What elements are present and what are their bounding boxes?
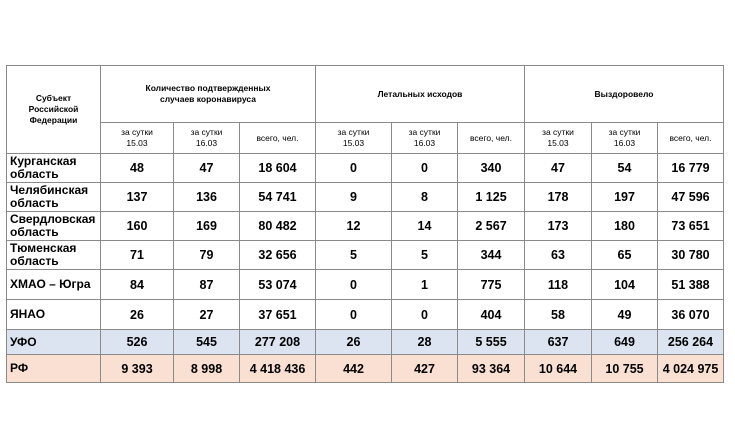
subheader-row [7, 123, 724, 154]
covid-statistics-table [6, 65, 724, 383]
value-cell: 136 [174, 183, 240, 212]
value-cell: 58 [525, 300, 592, 330]
value-cell: 404 [458, 300, 525, 330]
value-cell: 8 [392, 183, 458, 212]
value-cell: 26 [101, 300, 174, 330]
value-cell: 9 [316, 183, 392, 212]
value-cell: 256 264 [658, 330, 724, 355]
table-row-rf-total [7, 355, 724, 383]
value-cell: 0 [316, 270, 392, 300]
value-cell: 277 208 [240, 330, 316, 355]
value-cell: 0 [392, 154, 458, 183]
region-name: ЯНАО [7, 300, 101, 330]
value-cell: 47 596 [658, 183, 724, 212]
region-name: Свердловская область [7, 212, 101, 241]
value-cell: 30 780 [658, 241, 724, 270]
value-cell: 8 998 [174, 355, 240, 383]
value-cell: 0 [392, 300, 458, 330]
value-cell: 442 [316, 355, 392, 383]
value-cell: 118 [525, 270, 592, 300]
value-cell: 47 [174, 154, 240, 183]
deaths-header: Летальных исходов [316, 66, 525, 123]
table-row-kurgan [7, 154, 724, 183]
subheader-total: всего, чел. [240, 123, 316, 154]
value-cell: 2 567 [458, 212, 525, 241]
value-cell: 28 [392, 330, 458, 355]
value-cell: 9 393 [101, 355, 174, 383]
value-cell: 0 [316, 154, 392, 183]
table-row-sverdlovsk [7, 212, 724, 241]
table-row-chelyabinsk [7, 183, 724, 212]
value-cell: 160 [101, 212, 174, 241]
value-cell: 526 [101, 330, 174, 355]
value-cell: 87 [174, 270, 240, 300]
confirmed-cases-header: Количество подтвержденных случаев коронавируса [101, 66, 316, 123]
table-row-ufo-total [7, 330, 724, 355]
value-cell: 5 [316, 241, 392, 270]
subheader-daily-1603: за сутки 16.03 [392, 123, 458, 154]
value-cell: 5 555 [458, 330, 525, 355]
value-cell: 14 [392, 212, 458, 241]
region-name: РФ [7, 355, 101, 383]
value-cell: 84 [101, 270, 174, 300]
value-cell: 53 074 [240, 270, 316, 300]
region-name: Челябинская область [7, 183, 101, 212]
value-cell: 12 [316, 212, 392, 241]
subheader-total: всего, чел. [658, 123, 724, 154]
value-cell: 173 [525, 212, 592, 241]
value-cell: 63 [525, 241, 592, 270]
value-cell: 27 [174, 300, 240, 330]
region-name: Курганская область [7, 154, 101, 183]
value-cell: 197 [592, 183, 658, 212]
value-cell: 47 [525, 154, 592, 183]
recovered-header: Выздоровело [525, 66, 724, 123]
value-cell: 180 [592, 212, 658, 241]
subheader-daily-1503: за сутки 15.03 [316, 123, 392, 154]
value-cell: 344 [458, 241, 525, 270]
value-cell: 10 644 [525, 355, 592, 383]
value-cell: 49 [592, 300, 658, 330]
value-cell: 32 656 [240, 241, 316, 270]
value-cell: 73 651 [658, 212, 724, 241]
value-cell: 340 [458, 154, 525, 183]
value-cell: 54 [592, 154, 658, 183]
value-cell: 104 [592, 270, 658, 300]
value-cell: 5 [392, 241, 458, 270]
value-cell: 80 482 [240, 212, 316, 241]
table-row-khmao [7, 270, 724, 300]
value-cell: 427 [392, 355, 458, 383]
value-cell: 137 [101, 183, 174, 212]
value-cell: 93 364 [458, 355, 525, 383]
group-header-row [7, 66, 724, 123]
subheader-daily-1503: за сутки 15.03 [525, 123, 592, 154]
value-cell: 637 [525, 330, 592, 355]
value-cell: 36 070 [658, 300, 724, 330]
region-name: ХМАО – Югра [7, 270, 101, 300]
value-cell: 18 604 [240, 154, 316, 183]
value-cell: 16 779 [658, 154, 724, 183]
value-cell: 1 125 [458, 183, 525, 212]
value-cell: 51 388 [658, 270, 724, 300]
value-cell: 1 [392, 270, 458, 300]
value-cell: 71 [101, 241, 174, 270]
value-cell: 4 418 436 [240, 355, 316, 383]
region-name: УФО [7, 330, 101, 355]
subject-header: Субъект Российской Федерации [7, 66, 101, 154]
value-cell: 10 755 [592, 355, 658, 383]
value-cell: 54 741 [240, 183, 316, 212]
subheader-daily-1603: за сутки 16.03 [174, 123, 240, 154]
table-row-yanao [7, 300, 724, 330]
value-cell: 4 024 975 [658, 355, 724, 383]
value-cell: 775 [458, 270, 525, 300]
value-cell: 48 [101, 154, 174, 183]
subheader-total: всего, чел. [458, 123, 525, 154]
value-cell: 545 [174, 330, 240, 355]
region-name: Тюменская область [7, 241, 101, 270]
table-row-tyumen [7, 241, 724, 270]
value-cell: 169 [174, 212, 240, 241]
value-cell: 649 [592, 330, 658, 355]
value-cell: 178 [525, 183, 592, 212]
value-cell: 65 [592, 241, 658, 270]
value-cell: 0 [316, 300, 392, 330]
value-cell: 37 651 [240, 300, 316, 330]
subheader-daily-1503: за сутки 15.03 [101, 123, 174, 154]
value-cell: 79 [174, 241, 240, 270]
subheader-daily-1603: за сутки 16.03 [592, 123, 658, 154]
value-cell: 26 [316, 330, 392, 355]
